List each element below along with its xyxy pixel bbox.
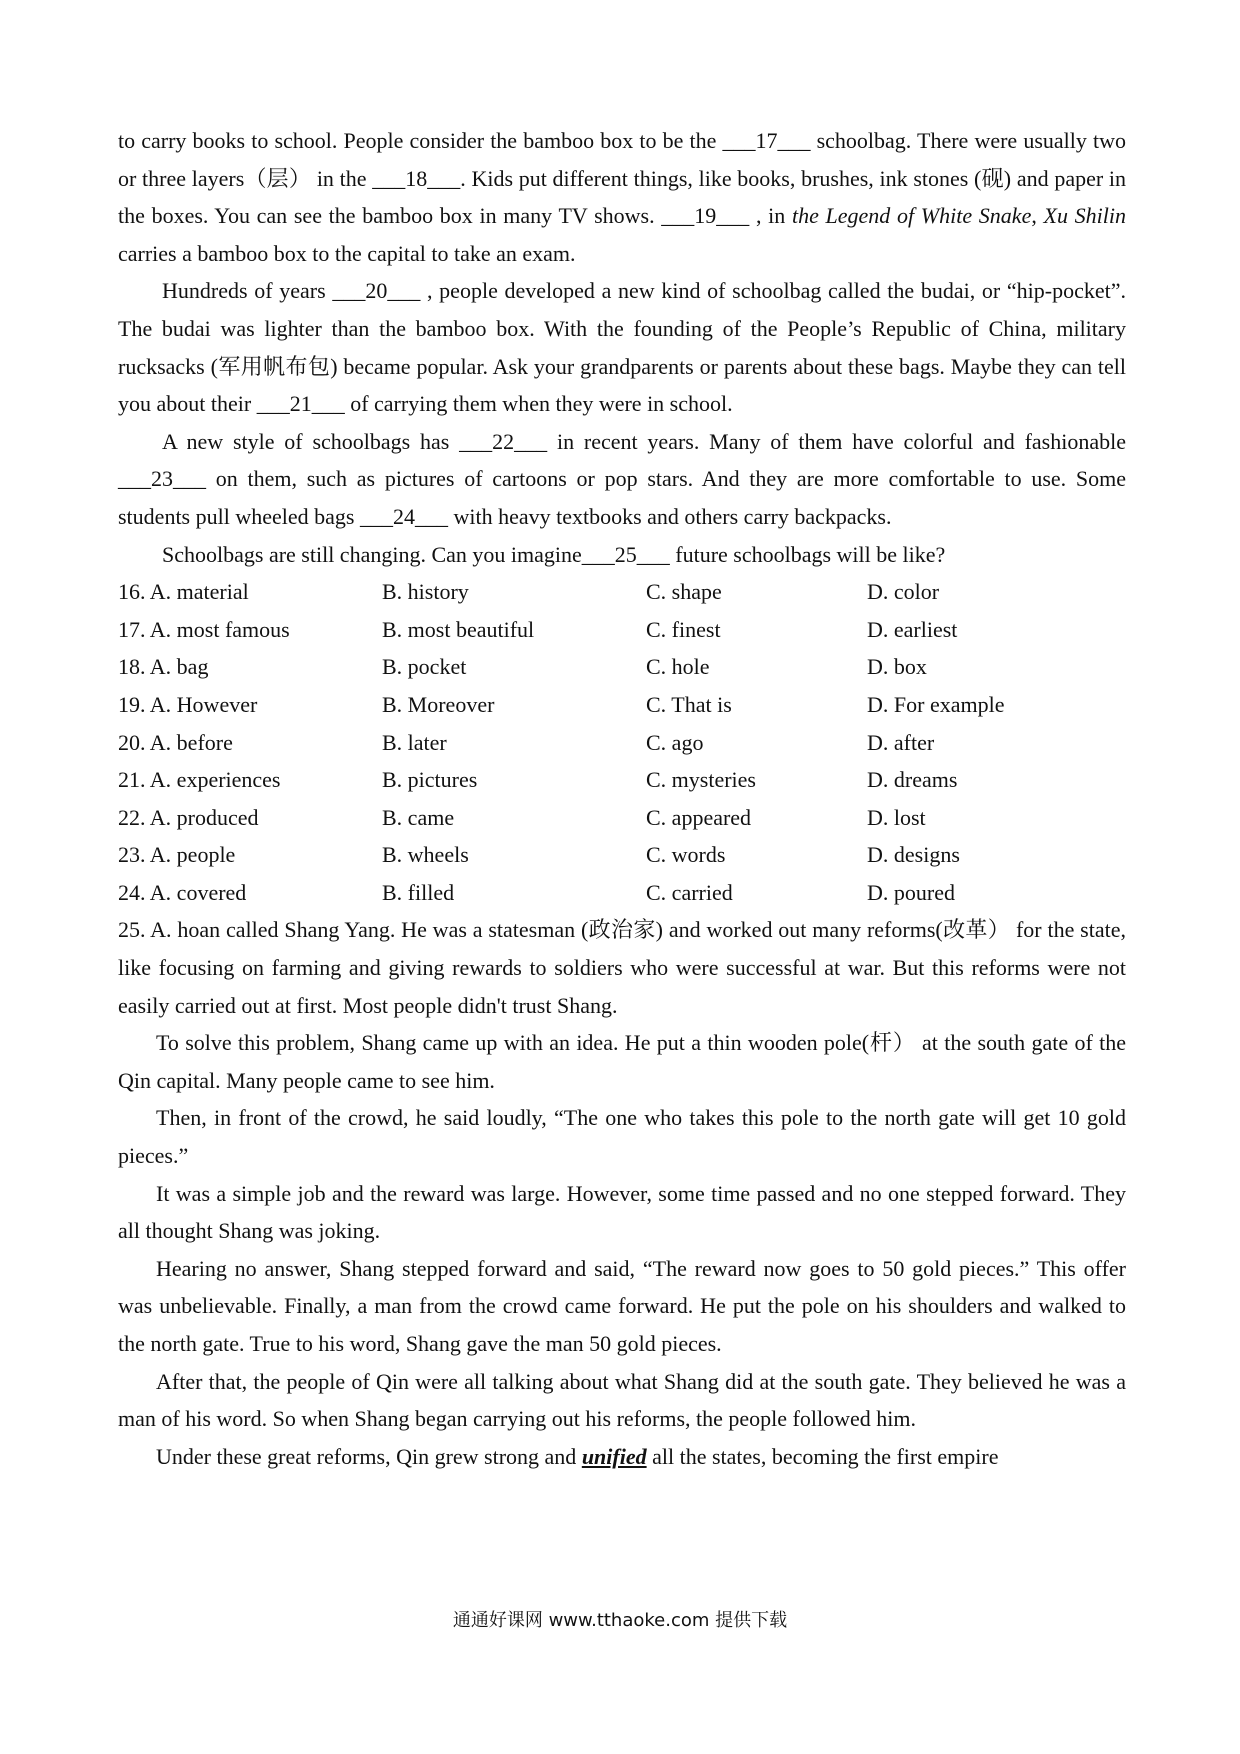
- option-a: 23. A. people: [118, 842, 236, 868]
- option-d: D. after: [867, 729, 935, 755]
- option-a: 16. A. material: [118, 579, 249, 605]
- option-c: C. ago: [646, 729, 704, 755]
- passage1-paragraph-3: A new style of schoolbags has ___22___ in recent years. Many of them have colorful and fashionable ___23___ on them, such as pictures of cartoons or pop stars. And they are more comfortable to use. Some students pull wheeled bags ___24___ with heavy textbooks and others carry backpacks.: [118, 428, 1126, 529]
- passage2-paragraph-4: It was a simple job and the reward was large. However, some time passed and no one stepped forward. They all thought Shang was joking.: [118, 1180, 1126, 1244]
- option-b: B. pictures: [382, 767, 478, 793]
- passage1-paragraph-1: [118, 122, 1126, 272]
- option-d: D. For example: [867, 691, 1005, 717]
- option-b: B. filled: [382, 879, 455, 905]
- option-d: D. lost: [867, 804, 926, 830]
- option-b: B. most beautiful: [382, 616, 535, 642]
- option-c: C. shape: [646, 579, 722, 605]
- option-row-19: [118, 686, 1126, 724]
- passage2-paragraph-7: [118, 1438, 1126, 1476]
- page-footer: 通通好课网 www.tthaoke.com 提供下载: [452, 1610, 788, 1631]
- text-run: carries a bamboo box to the capital to take an exam.: [118, 240, 576, 266]
- option-row-22: [118, 799, 1126, 837]
- option-row-17: [118, 611, 1126, 649]
- option-c: C. That is: [646, 691, 732, 717]
- text-run: Under these great reforms, Qin grew strong and: [156, 1443, 582, 1469]
- answer-options: [118, 573, 1126, 911]
- document-page: [118, 122, 1126, 1475]
- passage2-paragraph-1: 25. A. hoan called Shang Yang. He was a statesman (政治家) and worked out many reforms(改革） for the state, like focusing on farming and giving rewards to soldiers who were successful at war. But this reforms were not easily carried out at first. Most people didn't trust Shang.: [118, 917, 1126, 1018]
- option-c: C. appeared: [646, 804, 752, 830]
- option-a: 17. A. most famous: [118, 616, 290, 642]
- option-d: D. designs: [867, 842, 960, 868]
- option-row-24: [118, 874, 1126, 912]
- option-c: C. mysteries: [646, 767, 756, 793]
- option-d: D. earliest: [867, 616, 958, 642]
- option-a: 21. A. experiences: [118, 767, 281, 793]
- option-b: B. pocket: [382, 654, 467, 680]
- option-c: C. carried: [646, 879, 733, 905]
- option-a: 18. A. bag: [118, 654, 209, 680]
- italic-name: Xu Shilin: [1043, 203, 1127, 229]
- option-row-23: [118, 836, 1126, 874]
- option-b: B. history: [382, 579, 469, 605]
- option-b: B. wheels: [382, 842, 469, 868]
- option-d: D. poured: [867, 879, 955, 905]
- option-row-16: [118, 573, 1126, 611]
- option-c: C. hole: [646, 654, 710, 680]
- option-c: C. words: [646, 842, 726, 868]
- option-row-21: [118, 761, 1126, 799]
- italic-title: the Legend of White Snake: [791, 203, 1032, 229]
- passage1-paragraph-2: Hundreds of years ___20___ , people developed a new kind of schoolbag called the budai, or “hip-pocket”. The budai was lighter than the bamboo box. With the founding of the People’s Republic of China, military rucksacks (军用帆布包) became popular. Ask your grandparents or parents about these bags. Maybe they can tell you about their ___21___ of carrying them when they were in school.: [118, 278, 1126, 417]
- option-row-20: [118, 724, 1126, 762]
- passage2-paragraph-2: To solve this problem, Shang came up with an idea. He put a thin wooden pole(杆） at the south gate of the Qin capital. Many people came to see him.: [118, 1030, 1126, 1093]
- passage2-paragraph-6: After that, the people of Qin were all talking about what Shang did at the south gate. They believed he was a man of his word. So when Shang began carrying out his reforms, the people followed him.: [118, 1368, 1126, 1432]
- option-b: B. came: [382, 804, 455, 830]
- text-run: ,: [1031, 203, 1044, 229]
- option-row-18: [118, 648, 1126, 686]
- option-d: D. color: [867, 579, 940, 605]
- text-run: to carry books to school. People consider the bamboo box to be the ___17___ schoolbag. There were usually two or three layers（层） in the ___18___. Kids put different things, like books, brushes, ink stones (砚) and paper in the boxes. You can see the bamboo box in many TV shows. ___19___ , in: [118, 128, 1126, 229]
- option-a: 22. A. produced: [118, 804, 259, 830]
- passage2-paragraph-5: Hearing no answer, Shang stepped forward and said, “The reward now goes to 50 gold pieces.” This offer was unbelievable. Finally, a man from the crowd came forward. He put the pole on his shoulders and walked to the north gate. True to his word, Shang gave the man 50 gold pieces.: [118, 1255, 1126, 1356]
- option-c: C. finest: [646, 616, 721, 642]
- passage1-paragraph-4: Schoolbags are still changing. Can you imagine___25___ future schoolbags will be like?: [162, 541, 946, 567]
- option-a: 24. A. covered: [118, 879, 247, 905]
- underlined-word: unified: [581, 1443, 647, 1469]
- option-b: B. Moreover: [382, 691, 495, 717]
- option-d: D. box: [867, 654, 927, 680]
- option-d: D. dreams: [867, 767, 958, 793]
- option-a: 20. A. before: [118, 729, 233, 755]
- text-run: all the states, becoming the first empire: [646, 1443, 999, 1469]
- passage2-paragraph-3: Then, in front of the crowd, he said loudly, “The one who takes this pole to the north gate will get 10 gold pieces.”: [118, 1105, 1126, 1169]
- option-a: 19. A. However: [118, 691, 258, 717]
- option-b: B. later: [382, 729, 447, 755]
